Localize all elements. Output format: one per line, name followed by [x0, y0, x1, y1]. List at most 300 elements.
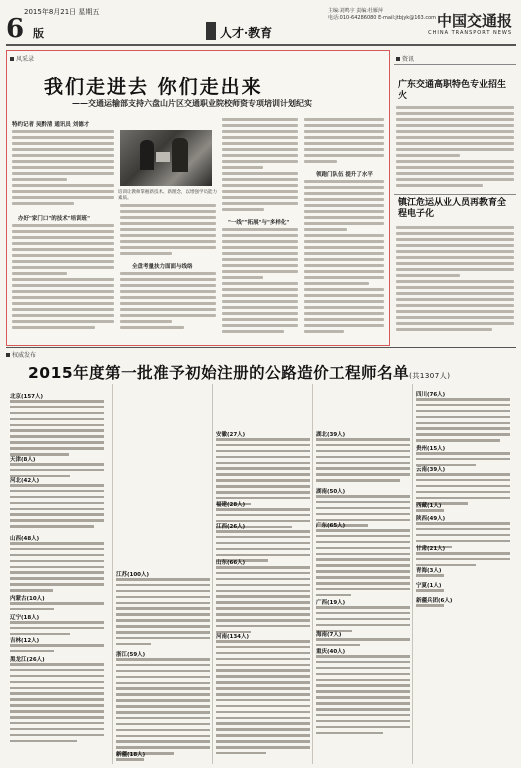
text-line	[12, 314, 114, 317]
text-line	[12, 266, 114, 269]
text-line	[222, 208, 264, 211]
text-line	[304, 324, 384, 327]
name-row	[10, 608, 54, 611]
name-row	[216, 711, 310, 714]
text-line	[304, 228, 347, 231]
name-row	[116, 729, 210, 732]
column-rule	[212, 384, 213, 764]
name-row	[216, 658, 310, 661]
name-row	[10, 583, 104, 586]
column-rule	[112, 384, 113, 764]
name-row	[116, 746, 210, 749]
article-photo	[120, 130, 212, 186]
news-title-1: 广东交通高职特色专业招生火	[398, 80, 507, 101]
text-line	[12, 296, 114, 299]
article-subhead: ——交通运输部支持六盘山片区交通职业院校师资专项培训计划纪实	[72, 98, 312, 108]
news-column-label: 资讯	[396, 54, 414, 63]
text-line	[12, 320, 114, 323]
name-row	[116, 682, 210, 685]
text-line	[222, 312, 298, 315]
text-line	[396, 172, 514, 175]
name-row	[316, 655, 410, 658]
name-row	[316, 606, 410, 609]
section-divider	[6, 347, 516, 348]
column-rule	[312, 384, 313, 764]
text-line	[12, 190, 114, 193]
name-row	[216, 625, 310, 628]
text-line	[12, 178, 67, 181]
name-row	[216, 687, 310, 690]
text-line	[304, 276, 384, 279]
province-name-list	[116, 658, 210, 758]
name-row	[216, 717, 310, 720]
name-row	[116, 596, 210, 599]
name-row	[116, 590, 210, 593]
text-line	[120, 240, 216, 243]
text-line	[12, 184, 114, 187]
province-name-list	[316, 438, 410, 485]
text-line	[304, 318, 384, 321]
text-line	[396, 142, 514, 145]
text-line	[222, 130, 298, 133]
name-row	[116, 699, 210, 702]
news-title-2: 镇江危运从业人员再教育全程电子化	[398, 198, 507, 219]
article-text-col3	[222, 118, 298, 214]
text-line	[12, 172, 114, 175]
name-row	[316, 479, 400, 482]
name-row	[116, 676, 210, 679]
province-name-list	[10, 602, 104, 614]
text-line	[304, 246, 384, 249]
province-heading: 江西(26人)	[216, 524, 246, 530]
name-row	[10, 621, 104, 624]
name-row	[10, 687, 104, 690]
province-heading: 云南(39人)	[416, 467, 446, 473]
name-row	[216, 675, 310, 678]
name-row	[316, 624, 410, 627]
text-line	[12, 136, 114, 139]
name-row	[216, 542, 310, 545]
section-title: 人才·教育	[220, 26, 273, 40]
name-row	[416, 552, 510, 555]
name-row	[316, 462, 410, 465]
province-heading: 重庆(40人)	[316, 649, 346, 655]
name-row	[10, 728, 104, 731]
text-line	[120, 246, 216, 249]
text-line	[12, 284, 114, 287]
name-row	[416, 410, 510, 413]
province-name-list	[10, 542, 104, 595]
name-row	[216, 705, 310, 708]
news-text-1	[396, 106, 514, 190]
text-line	[120, 284, 216, 287]
province-name-list	[116, 758, 210, 764]
name-row	[116, 625, 210, 628]
name-row	[416, 574, 444, 577]
text-line	[222, 276, 263, 279]
page-number: 6	[6, 14, 25, 44]
province-heading: 陕西(49人)	[416, 516, 446, 522]
name-row	[116, 643, 151, 646]
article-subheading-3: 全盘考量扶力面面与线络	[132, 264, 193, 270]
text-line	[12, 224, 114, 227]
name-row	[216, 584, 310, 587]
text-line	[222, 190, 298, 193]
name-row	[316, 690, 410, 693]
text-line	[304, 118, 384, 121]
text-line	[222, 118, 298, 121]
name-row	[216, 646, 310, 649]
name-row	[10, 542, 104, 545]
text-line	[396, 154, 460, 157]
name-row	[416, 398, 510, 401]
name-row	[216, 514, 310, 517]
name-row	[116, 687, 210, 690]
text-line	[304, 312, 384, 315]
name-row	[416, 479, 510, 482]
name-row	[316, 618, 410, 621]
name-row	[216, 693, 310, 696]
text-line	[12, 242, 114, 245]
text-line	[304, 306, 384, 309]
province-heading: 天津(8人)	[10, 457, 36, 463]
name-row	[10, 554, 104, 557]
text-line	[120, 278, 216, 281]
text-line	[120, 234, 216, 237]
name-row	[416, 589, 444, 592]
newspaper-logo: 中国交通报	[436, 12, 512, 30]
name-row	[316, 679, 410, 682]
province-heading: 海南(7人)	[316, 632, 342, 638]
text-line	[396, 148, 514, 151]
name-row	[216, 595, 310, 598]
text-line	[396, 226, 514, 229]
text-line	[396, 118, 514, 121]
name-row	[216, 444, 310, 447]
name-row	[116, 670, 210, 673]
text-line	[120, 290, 216, 293]
text-line	[304, 288, 384, 291]
text-line	[120, 222, 216, 225]
name-row	[216, 467, 310, 470]
name-row	[416, 528, 510, 531]
text-line	[304, 142, 384, 145]
text-line	[396, 262, 514, 265]
name-row	[116, 711, 210, 714]
issue-date: 2015年8月21日 星期五	[24, 8, 100, 16]
name-row	[216, 491, 310, 494]
name-row	[10, 669, 104, 672]
text-line	[120, 252, 172, 255]
name-row	[316, 726, 410, 729]
name-row	[416, 473, 510, 476]
name-row	[316, 564, 410, 567]
name-row	[10, 740, 77, 743]
province-heading: 贵州(15人)	[416, 446, 446, 452]
text-line	[396, 178, 514, 181]
divider	[394, 64, 516, 65]
province-name-list	[416, 398, 510, 445]
text-line	[304, 216, 384, 219]
text-line	[222, 246, 298, 249]
name-row	[316, 456, 410, 459]
name-row	[216, 438, 310, 441]
text-line	[396, 250, 514, 253]
name-row	[10, 469, 104, 472]
text-line	[396, 238, 514, 241]
text-line	[396, 292, 514, 295]
text-line	[222, 324, 298, 327]
name-row	[216, 728, 310, 731]
text-line	[12, 166, 114, 169]
name-row	[316, 667, 410, 670]
province-heading: 四川(76人)	[416, 392, 446, 398]
name-row	[10, 627, 104, 630]
province-heading: 北京(157人)	[10, 394, 44, 400]
name-row	[216, 699, 310, 702]
photo-caption: 培训让教师掌握新技术、新理念，以增强学员能力素质。	[118, 190, 217, 201]
name-row	[316, 450, 410, 453]
text-line	[396, 130, 514, 133]
text-line	[396, 232, 514, 235]
province-name-list	[316, 529, 410, 600]
text-line	[12, 196, 114, 199]
text-line	[396, 184, 483, 187]
name-row	[216, 462, 310, 465]
province-name-list	[416, 604, 510, 610]
name-row	[216, 479, 310, 482]
name-row	[116, 735, 210, 738]
name-row	[216, 664, 310, 667]
text-line	[396, 280, 514, 283]
province-heading: 山东(66人)	[216, 560, 246, 566]
province-heading: 西藏(1人)	[416, 503, 442, 509]
province-heading: 湖南(50人)	[316, 489, 346, 495]
text-line	[12, 230, 114, 233]
name-row	[316, 535, 410, 538]
name-row	[216, 734, 310, 737]
name-row	[116, 602, 210, 605]
text-line	[304, 252, 384, 255]
text-line	[120, 308, 216, 311]
text-line	[396, 124, 514, 127]
text-line	[12, 248, 114, 251]
text-line	[120, 210, 216, 213]
text-line	[12, 272, 67, 275]
text-line	[304, 234, 384, 237]
name-row	[316, 438, 410, 441]
text-line	[12, 260, 114, 263]
name-row	[316, 708, 410, 711]
text-line	[396, 310, 514, 313]
list-title-text: 2015年度第一批准予初始注册的公路造价工程师名单	[28, 364, 410, 382]
name-row	[10, 589, 53, 592]
text-line	[12, 160, 114, 163]
name-row	[10, 447, 104, 450]
province-heading: 广西(19人)	[316, 600, 346, 606]
text-line	[304, 136, 384, 139]
name-row	[416, 491, 510, 494]
text-line	[304, 282, 369, 285]
province-name-list	[116, 578, 210, 649]
text-line	[120, 314, 216, 317]
name-row	[316, 714, 410, 717]
name-row	[316, 732, 383, 735]
name-row	[216, 652, 310, 655]
text-line	[396, 244, 514, 247]
province-heading: 内蒙古(10人)	[10, 596, 45, 602]
divider	[394, 194, 516, 195]
text-line	[396, 160, 514, 163]
name-row	[316, 612, 410, 615]
text-line	[396, 268, 514, 271]
name-row	[316, 684, 410, 687]
article-headline: 我们走进去 你们走出来	[44, 76, 263, 98]
list-column-label: 权威发布	[6, 350, 36, 359]
list-count: (共1307人)	[409, 372, 451, 380]
text-line	[222, 178, 298, 181]
text-line	[222, 330, 284, 333]
name-row	[216, 473, 310, 476]
text-line	[304, 198, 384, 201]
name-row	[116, 758, 144, 761]
article-text-col4b	[304, 180, 384, 336]
name-row	[216, 619, 310, 622]
text-line	[222, 202, 298, 205]
name-row	[416, 404, 510, 407]
name-row	[316, 444, 410, 447]
name-row	[10, 429, 104, 432]
name-row	[416, 439, 500, 442]
text-line	[12, 236, 114, 239]
name-row	[10, 400, 104, 403]
text-line	[304, 192, 384, 195]
text-line	[304, 240, 384, 243]
name-row	[116, 607, 210, 610]
province-name-list	[316, 655, 410, 737]
text-line	[304, 264, 384, 267]
province-heading: 湖北(39人)	[316, 432, 346, 438]
province-heading: 浙江(59人)	[116, 652, 146, 658]
province-name-list	[10, 400, 104, 459]
name-row	[316, 661, 410, 664]
name-row	[10, 710, 104, 713]
name-row	[216, 681, 310, 684]
text-line	[222, 288, 298, 291]
page-unit: 版	[33, 27, 44, 40]
name-row	[10, 463, 104, 466]
text-line	[12, 202, 74, 205]
province-heading: 青海(3人)	[416, 568, 442, 574]
name-row	[216, 450, 310, 453]
text-line	[222, 228, 298, 231]
text-line	[304, 210, 384, 213]
name-row	[10, 502, 104, 505]
text-line	[304, 186, 384, 189]
column-label: 风采录	[10, 54, 34, 63]
name-row	[10, 508, 104, 511]
name-row	[316, 529, 410, 532]
name-row	[316, 553, 410, 556]
text-line	[12, 302, 114, 305]
text-line	[396, 256, 514, 259]
province-heading: 福建(28人)	[216, 502, 246, 508]
name-row	[10, 548, 104, 551]
province-heading: 新疆(18人)	[116, 752, 146, 758]
name-row	[216, 456, 310, 459]
list-title	[28, 361, 450, 383]
name-row	[10, 650, 54, 653]
text-line	[222, 154, 298, 157]
name-row	[416, 485, 510, 488]
text-line	[120, 296, 216, 299]
province-name-list	[416, 574, 510, 580]
text-line	[396, 286, 514, 289]
text-line	[396, 304, 514, 307]
name-row	[10, 577, 104, 580]
name-row	[316, 541, 410, 544]
text-line	[304, 160, 337, 163]
name-row	[10, 560, 104, 563]
name-row	[316, 720, 410, 723]
text-line	[304, 222, 384, 225]
text-line	[222, 240, 298, 243]
name-row	[416, 534, 510, 537]
province-heading: 辽宁(18人)	[10, 615, 40, 621]
name-row	[416, 540, 510, 543]
name-row	[10, 663, 104, 666]
name-row	[316, 702, 410, 705]
text-line	[120, 302, 216, 305]
article-text-col2	[120, 204, 216, 258]
name-row	[416, 433, 510, 436]
name-row	[216, 601, 310, 604]
name-row	[116, 584, 210, 587]
text-line	[222, 234, 298, 237]
name-row	[116, 717, 210, 720]
name-row	[216, 508, 310, 511]
text-line	[304, 294, 384, 297]
name-row	[416, 558, 510, 561]
text-line	[222, 172, 298, 175]
province-name-list	[216, 438, 310, 509]
newspaper-logo-en: CHINA TRANSPORT NEWS	[428, 30, 512, 36]
text-line	[396, 166, 514, 169]
name-row	[216, 752, 266, 755]
province-heading: 新疆兵团(6人)	[416, 598, 453, 604]
province-heading: 河南(134人)	[216, 634, 250, 640]
article-subheading-2: "一线""拓展"与"多样化"	[228, 220, 290, 226]
province-heading: 广东(65人)	[316, 523, 346, 529]
editor-info: 主编:刘鸣宇 责编:杜雁萍 电话:010-64286080 E-mail:jtbjyk@163.com	[328, 8, 437, 21]
name-row	[316, 547, 410, 550]
text-line	[12, 290, 114, 293]
news-text-2	[396, 226, 514, 336]
province-heading: 黑龙江(26人)	[10, 657, 45, 663]
text-line	[304, 148, 384, 151]
name-row	[10, 484, 104, 487]
name-row	[216, 485, 310, 488]
name-row	[10, 519, 104, 522]
name-row	[216, 669, 310, 672]
name-row	[216, 746, 310, 749]
name-row	[316, 673, 410, 676]
name-row	[10, 722, 104, 725]
name-row	[10, 566, 104, 569]
text-line	[396, 298, 514, 301]
name-row	[316, 696, 410, 699]
article-text-col3b	[222, 228, 298, 336]
